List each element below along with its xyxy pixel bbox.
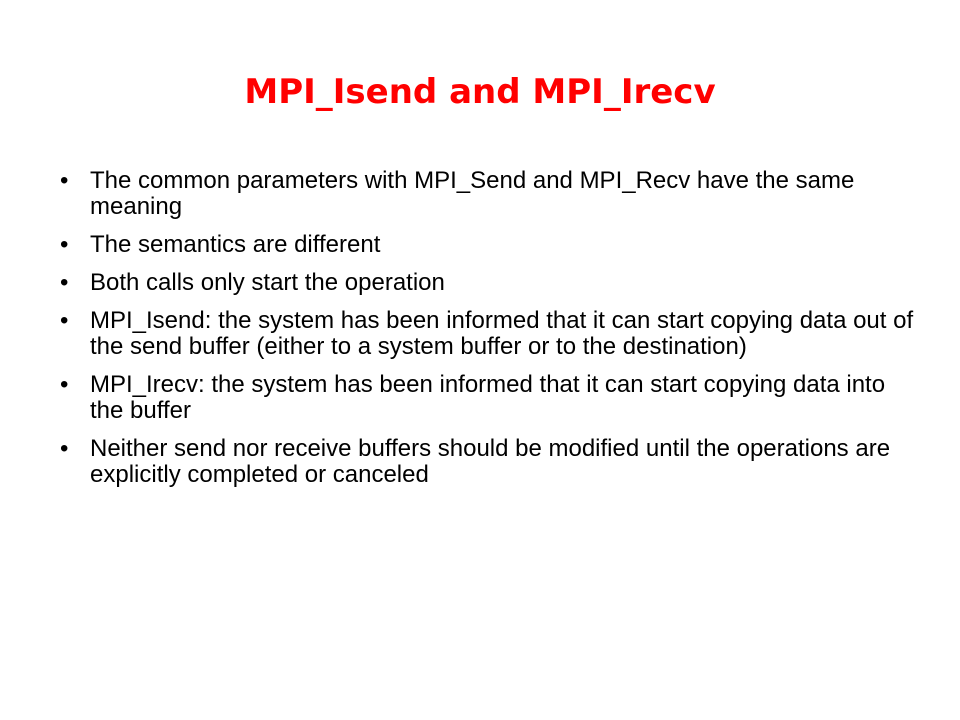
bullet-text: Neither send nor receive buffers should be modified until the operations are explicitly completed or canceled: [90, 435, 891, 488]
bullet-text: The semantics are different: [90, 231, 381, 258]
bullet-marker: •: [60, 435, 69, 462]
bullet-marker: •: [60, 307, 69, 334]
slide-title: MPI_Isend and MPI_Irecv: [244, 72, 716, 112]
bullet-item: [60, 168, 920, 220]
bullet-text: The common parameters with MPI_Send and MPI_Recv have the same meaning: [90, 167, 855, 220]
bullet-text: Both calls only start the operation: [90, 269, 445, 296]
bullet-item: [60, 308, 920, 360]
bullet-marker: •: [60, 167, 69, 194]
bullet-text: MPI_Isend: the system has been informed that it can start copying data out of the send buffer (either to a system buffer or to the destination): [90, 307, 914, 360]
bullet-item: [60, 372, 920, 424]
bullet-item: [60, 270, 920, 296]
bullet-item: [60, 436, 920, 488]
bullet-marker: •: [60, 371, 69, 398]
bullet-list: [60, 168, 920, 500]
bullet-marker: •: [60, 231, 69, 258]
bullet-item: [60, 232, 920, 258]
bullet-marker: •: [60, 269, 69, 296]
bullet-text: MPI_Irecv: the system has been informed that it can start copying data into the buffer: [90, 371, 886, 424]
